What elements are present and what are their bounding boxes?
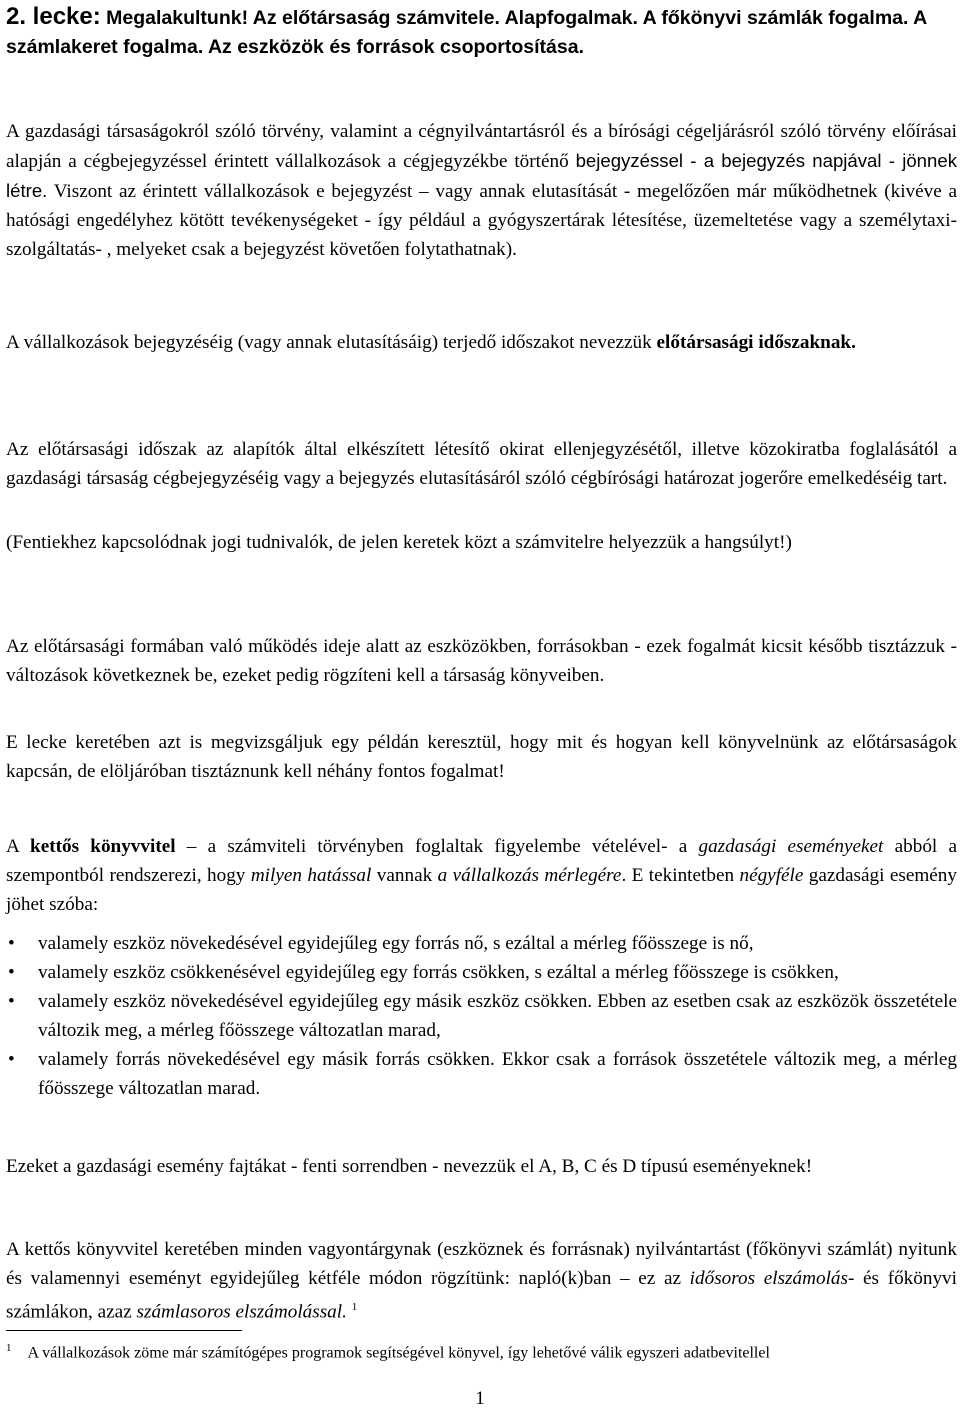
paragraph-pre-company-period [6,328,957,357]
footnote-mark: 1 [6,1342,12,1354]
term-pre-company-period: előtársasági időszaknak. [656,332,856,353]
para1-text-b: Viszont az érintett vállalkozások e bejegyzést – vagy annak elutasítását - megelőzően már működhetnek (kivéve a hatósági engedélyhez kötött tevékenységeket - így például a gyógyszertárak létesítése, üzemeltetése vagy a személytaxi-szolgáltatás- , melyeket csak a bejegyzést követően folytathatnak). [6,181,957,260]
list-item [6,929,957,958]
list-item-text: valamely eszköz növekedésével egyidejűleg egy forrás nő, s ezáltal a mérleg főösszege is nő, [38,933,754,954]
footnote-reference: 1 [351,1301,358,1313]
para1-text-sans: bejegyzéssel - a bejegyzés napjával - jönnek létre. [6,150,957,201]
para9-b: - és főkönyvi számlákon, azaz [6,1268,957,1323]
list-item-text: valamely eszköz növekedésével egyidejűleg egy másik eszköz csökken. Ebben az esetben csak az eszközök összetétele változik meg, a mérleg főösszege változatlan marad, [38,991,957,1041]
paragraph-bookkeeping-method [6,1235,957,1326]
footnote-text: A vállalkozások zöme már számítógépes programok segítségével könyvel, így lehetővé válik egyszeri adatbevitellel [27,1344,770,1362]
bullet-icon: • [8,991,15,1012]
term-double-entry: kettős könyvvitel [30,836,176,857]
lesson-heading [6,2,956,62]
page-number: 1 [475,1388,485,1409]
lesson-number: 2. lecke: [6,3,101,30]
para2-text: A vállalkozások bejegyzéséig (vagy annak elutasításáig) terjedő időszakot nevezzük [6,332,657,353]
para7-italic-3: a vállalkozás mérlegére [437,865,622,886]
para7-italic-4: négyféle [739,865,804,886]
para9-italic-1: idősoros elszámolás [689,1268,848,1289]
para7-italic-2: milyen hatással [250,865,372,886]
bullet-icon: • [8,933,15,954]
para7-c: abból a szempontból rendszerezi, hogy [6,836,957,886]
list-item-text: valamely eszköz csökkenésével egyidejűleg egy forrás csökken, s ezáltal a mérleg főösszege is csökken, [38,962,839,983]
paragraph-lesson-scope: E lecke keretében azt is megvizsgáljuk egy példán keresztül, hogy mit és hogyan kell könyvelnünk az előtársaságok kapcsán, de elöljáróban tisztáznunk kell néhány fontos fogalmat! [6,732,957,782]
paragraph-event-types: Ezeket a gazdasági esemény fajtákat - fenti sorrendben - nevezzük el A, B, C és D típusú eseményeknek! [6,1156,813,1177]
para7-d: vannak [371,865,438,886]
para7-f: gazdasági esemény jöhet szóba: [6,865,957,915]
list-item [6,1045,957,1103]
event-type-list [6,929,957,1103]
list-item-text: valamely forrás növekedésével egy másik forrás csökken. Ekkor csak a források összetétele változik meg, a mérleg főösszege változatlan marad. [38,1049,957,1099]
para7-a: A [6,836,31,857]
para9-a: A kettős könyvvitel keretében minden vagyontárgynak (eszköznek és forrásnak) nyilvántartást (főkönyvi számlát) nyitunk és valamennyi eseményt egyidejűleg kétféle módon rögzítünk: napló(k)ban – ez az [6,1239,957,1289]
paragraph-asset-changes: Az előtársasági formában való működés ideje alatt az eszközökben, forrásokban - ezek fogalmát kicsit később tisztázzuk - változások következnek be, ezeket pedig rögzíteni kell a társaság könyveiben. [6,636,957,686]
footnote [6,1336,957,1365]
list-item [6,958,957,987]
list-item [6,987,957,1045]
para7-italic-1: gazdasági eseményeket [698,836,884,857]
para7-e: . E tekintetben [621,865,740,886]
paragraph-legal-note: (Fentiekhez kapcsolódnak jogi tudnivalók, de jelen keretek közt a számvitelre helyezzük a hangsúlyt!) [6,532,792,553]
bullet-icon: • [8,1049,15,1070]
paragraph-period-definition: Az előtársasági időszak az alapítók által elkészített létesítő okirat ellenjegyzésétől, illetve közokiratba foglalásától a gazdasági társaság cégbejegyzéséig vagy a bejegyzés elutasításáról szóló cégbírósági határozat jogerőre emelkedéséig tart. [6,439,957,489]
footnote-divider [6,1330,242,1331]
para7-b: – a számviteli törvényben foglaltak figyelembe vételével- a [175,836,699,857]
para9-italic-2: számlasoros elszámolással. [136,1301,347,1323]
paragraph-double-entry [6,832,957,919]
bullet-icon: • [8,962,15,983]
lesson-title: Megalakultunk! Az előtársaság számvitele. Alapfogalmak. A főkönyvi számlák fogalma. A számlakeret fogalma. Az eszközök és források csoportosítása. [6,7,927,58]
para1-text-a: A gazdasági társaságokról szóló törvény, valamint a cégnyilvántartásról és a bírósági cégeljárásról szóló törvény előírásai alapján a cégbejegyzéssel érintett vállalkozások a cégjegyzékbe történő [6,121,957,172]
paragraph-company-registration [6,117,957,264]
